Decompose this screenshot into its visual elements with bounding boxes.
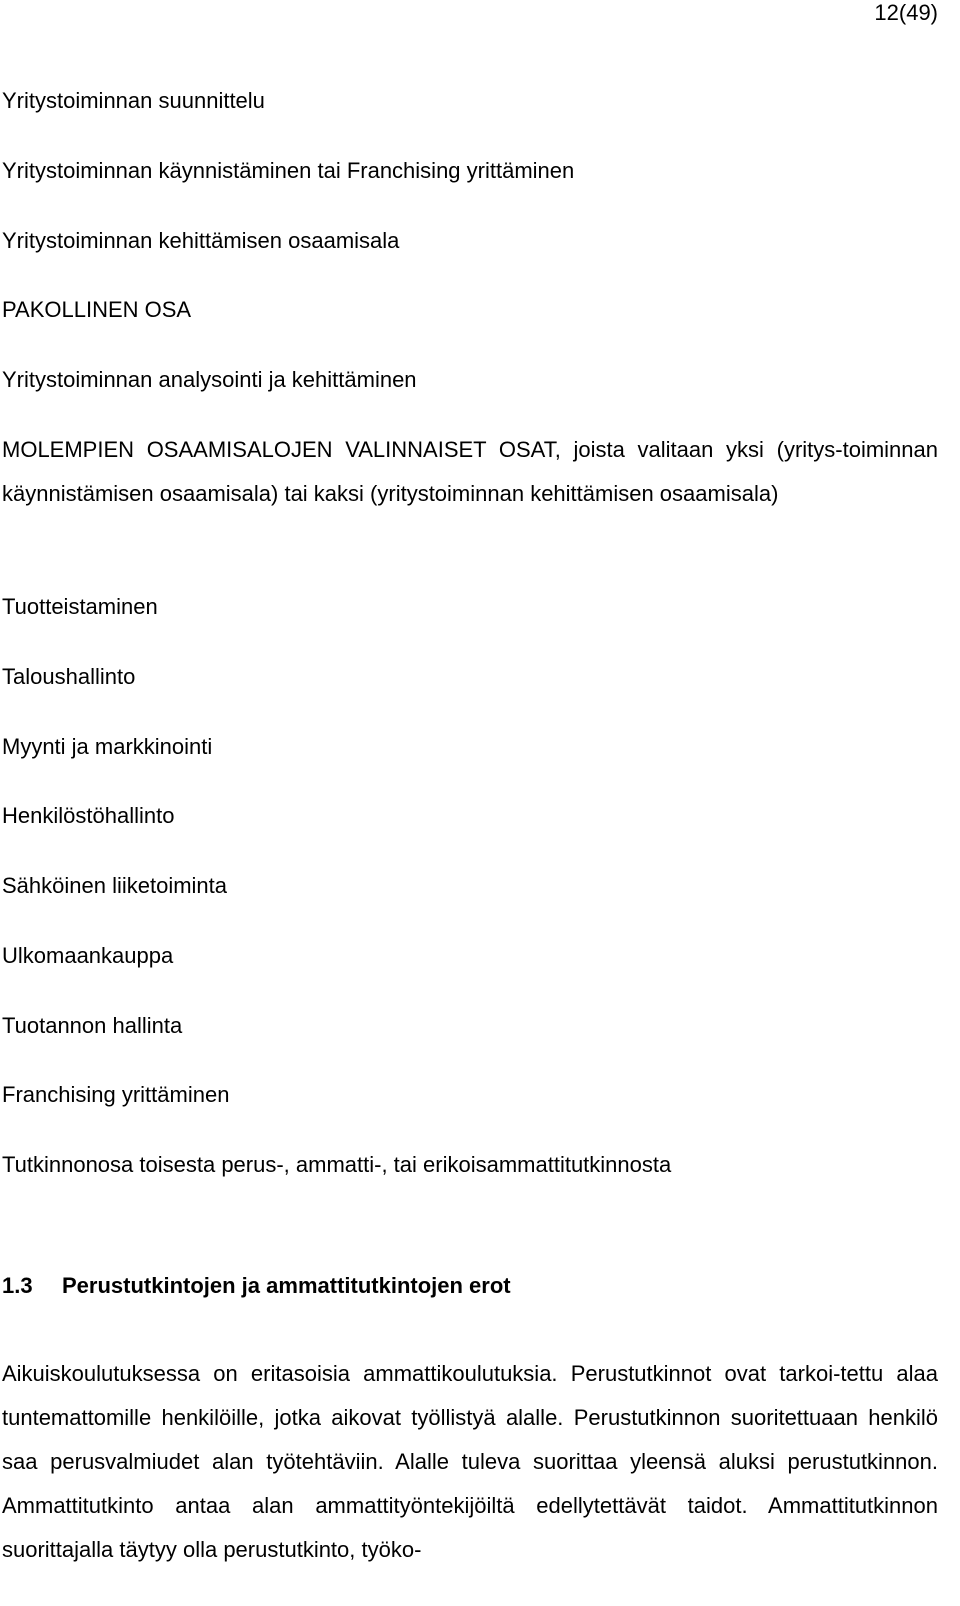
elective-item: Tutkinnonosa toisesta perus-, ammatti-, tai erikoisammattitutkinnosta [2, 1152, 672, 1177]
section-heading [2, 1273, 511, 1299]
elective-item: Tuotteistaminen [2, 594, 158, 619]
body-paragraph: Aikuiskoulutuksessa on eritasoisia ammattikoulutuksia. Perustutkinnot ovat tarkoi-tettu alaa tuntemattomille henkilöille, jotka aikovat työllistyä alalle. Perustutkinnon suoritettuaan henkilö saa perusvalmiudet alan työtehtäviin. Alalle tuleva suorittaa yleensä aluksi perustutkinnon. Ammattitutkinto antaa alan ammattityöntekijöiltä edellytettävät taidot. Ammattitutkinnon suorittajalla täytyy olla perustutkinto, työko- [2, 1361, 938, 1562]
elective-item: Taloushallinto [2, 664, 136, 689]
elective-item: Franchising yrittäminen [2, 1082, 230, 1107]
list-item: Yritystoiminnan analysointi ja kehittäminen [2, 367, 417, 392]
elective-item: Ulkomaankauppa [2, 943, 174, 968]
section-title: Perustutkintojen ja ammattitutkintojen erot [62, 1273, 511, 1298]
elective-item: Myynti ja markkinointi [2, 734, 213, 759]
section-number: 1.3 [2, 1273, 33, 1298]
page-number: 12(49) [874, 0, 938, 25]
elective-item: Sähköinen liiketoiminta [2, 873, 228, 898]
list-item: Yritystoiminnan suunnittelu [2, 88, 265, 113]
elective-item: Henkilöstöhallinto [2, 803, 175, 828]
elective-item: Tuotannon hallinta [2, 1013, 183, 1038]
list-item: Yritystoiminnan kehittämisen osaamisala [2, 228, 400, 253]
elective-intro-paragraph: MOLEMPIEN OSAAMISALOJEN VALINNAISET OSAT, joista valitaan yksi (yritys-toiminnan käynnistämisen osaamisala) tai kaksi (yritystoiminnan kehittämisen osaamisala) [2, 437, 938, 506]
section-label-mandatory: PAKOLLINEN OSA [2, 297, 192, 322]
list-item: Yritystoiminnan käynnistäminen tai Franchising yrittäminen [2, 158, 575, 183]
